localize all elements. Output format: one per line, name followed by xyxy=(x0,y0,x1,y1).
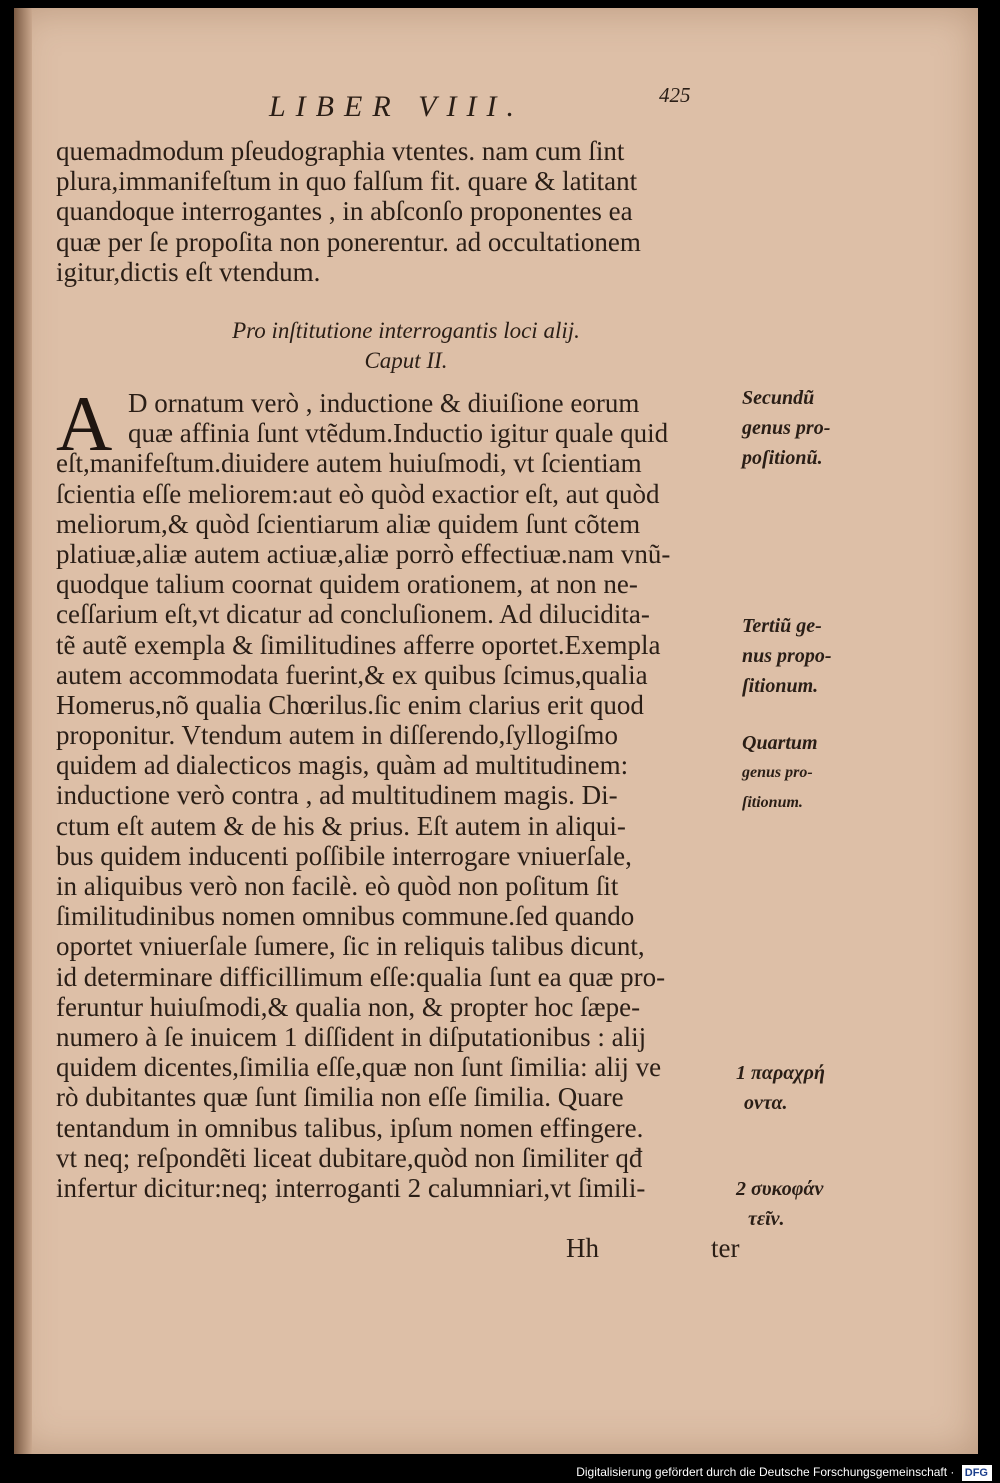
margin-note-line: Quartum xyxy=(742,732,818,754)
margin-note-greek-1 xyxy=(736,1058,825,1118)
margin-note-line: nus propo- xyxy=(742,645,832,667)
text-line: rò dubitantes quæ ſunt ſimilia non eſſe ſimilia. Quare xyxy=(56,1082,624,1113)
text-line: autem accommodata fuerint,& ex quibus ſcimus,qualia xyxy=(56,659,648,690)
text-line: quidem ad dialecticos magis, quàm ad multitudinem: xyxy=(56,750,629,781)
text-line: platiuæ,aliæ autem actiuæ,aliæ porrò effectiuæ.nam vnũ- xyxy=(56,538,671,569)
drop-capital: A xyxy=(56,380,113,467)
signature-mark: Hh xyxy=(566,1233,599,1263)
funding-credit: Digitalisierung gefördert durch die Deutsche Forschungsgemeinschaft · xyxy=(576,1465,955,1479)
text-line: bus quidem inducenti poſſibile interrogare vniuerſale, xyxy=(56,840,632,871)
text-line: inductione verò contra , ad multitudinem magis. Di- xyxy=(56,780,618,811)
paragraph-1 xyxy=(56,136,756,287)
text-line: feruntur huiuſmodi,& qualia non, & propter hoc ſæpe- xyxy=(56,991,641,1022)
text-line: tẽ autẽ exempla & ſimilitudines afferre oportet.Exempla xyxy=(56,629,661,660)
text-line: plura,immanifeſtum in quo falſum fit. quare & latitant xyxy=(56,166,638,197)
margin-note-line: Tertiũ ge- xyxy=(742,615,822,637)
text-line: D ornatum verò , inductione & diuiſione eorum xyxy=(128,388,640,418)
text-line: ceſſarium eſt,vt dicatur ad concluſionem. Ad dilucidita- xyxy=(56,599,650,630)
margin-note-line: τεῖν. xyxy=(748,1208,785,1230)
chapter-title: Pro inſtitutione interrogantis loci alij. xyxy=(232,318,580,343)
text-line: id determinare difficillimum eſſe:qualia ſunt ea quæ pro- xyxy=(56,961,666,992)
margin-note-line: ſitionum. xyxy=(742,794,803,811)
text-line: quæ affinia ſunt vtẽdum.Inductio igitur quale quid xyxy=(128,418,669,449)
text-line: quæ per ſe propoſita non ponerentur. ad occultationem xyxy=(56,226,641,257)
text-line: igitur,dictis eſt vtendum. xyxy=(56,256,321,287)
margin-note-secundum xyxy=(742,383,830,473)
margin-note-line: poſitionũ. xyxy=(742,447,823,469)
text-line: quidem dicentes,ſimilia eſſe,quæ non ſunt ſimilia: alij ve xyxy=(56,1052,662,1083)
margin-note-line: οντα. xyxy=(744,1092,788,1114)
margin-note-line: 1 παραχρή xyxy=(736,1062,825,1084)
text-line: ſcientia eſſe meliorem:aut eò quòd exactior eſt, aut quòd xyxy=(56,478,660,509)
text-line: meliorum,& quòd ſcientiarum aliæ quidem ſunt cõtem xyxy=(56,508,641,539)
footer-credit-bar xyxy=(0,1461,1000,1483)
margin-note-greek-2 xyxy=(736,1174,823,1234)
margin-note-line: genus pro- xyxy=(742,764,813,781)
text-line: ctum eſt autem & de his & prius. Eſt autem in aliqui- xyxy=(56,810,626,841)
margin-note-tertium xyxy=(742,611,831,701)
margin-note-line: ſitionum. xyxy=(742,675,819,697)
page-number: 425 xyxy=(659,83,691,107)
paragraph-2 xyxy=(56,380,756,1203)
margin-note-line: Secundũ xyxy=(742,387,815,409)
text-line: tentandum in omnibus talibus, ipſum nomen effingere. xyxy=(56,1112,644,1143)
text-line: eſt,manifeſtum.diuidere autem huiuſmodi, vt ſcientiam xyxy=(56,448,642,479)
catchword: ter xyxy=(711,1233,740,1263)
chapter-number: Caput II. xyxy=(364,348,448,373)
dfg-logo-icon: DFG xyxy=(962,1465,992,1481)
margin-note-quartum xyxy=(742,728,818,818)
text-line: quemadmodum pſeudographia vtentes. nam cum ſint xyxy=(56,136,625,166)
margin-note-line: genus pro- xyxy=(742,417,831,439)
text-line: quandoque interrogantes , in abſconſo proponentes ea xyxy=(56,196,633,227)
text-line: vt neq; reſpondẽti liceat dubitare,quòd non ſimiliter qđ xyxy=(56,1142,643,1173)
margin-note-line: 2 συκοφάν xyxy=(736,1178,824,1200)
running-head: LIBER VIII. xyxy=(269,90,524,123)
text-line: Homerus,nõ qualia Chœrilus.ſic enim clarius erit quod xyxy=(56,689,644,720)
main-text xyxy=(56,136,756,1263)
text-line: quodque talium coornat quidem orationem, at non ne- xyxy=(56,569,638,600)
text-line: proponitur. Vtendum autem in diſſerendo,ſyllogiſmo xyxy=(56,720,618,751)
text-line: ſimilitudinibus nomen omnibus commune.ſed quando xyxy=(56,901,635,932)
book-page xyxy=(14,8,978,1454)
text-line: in aliquibus verò non facilè. eò quòd non poſitum ſit xyxy=(56,871,619,901)
text-line: numero à ſe inuicem 1 diſſident in diſputationibus : alij xyxy=(56,1021,647,1052)
binding-spine xyxy=(14,8,32,1454)
text-line: oportet vniuerſale ſumere, ſic in reliquis talibus dicunt, xyxy=(56,931,645,962)
text-line: infertur dicitur:neq; interroganti 2 calumniari,vt ſimili- xyxy=(56,1172,646,1203)
